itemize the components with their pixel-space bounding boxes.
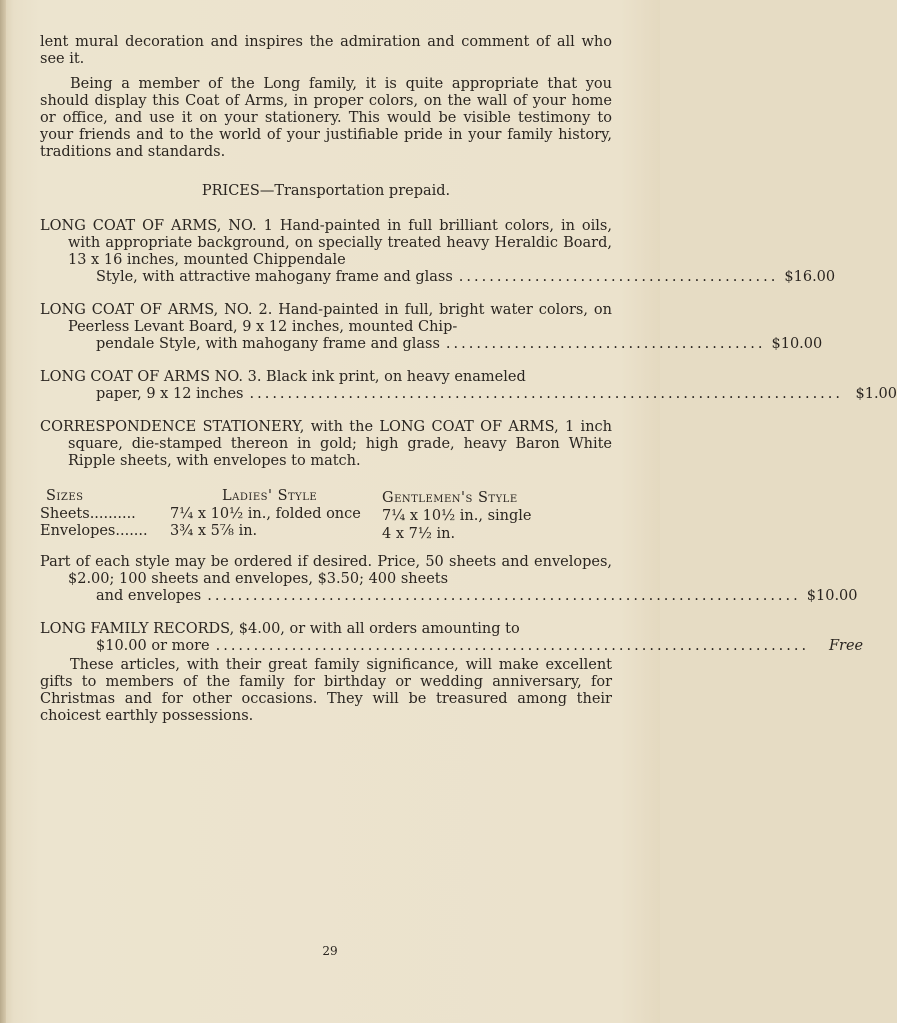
stationery-item [40, 419, 612, 470]
part-order-last-line: and envelopes [96, 588, 202, 604]
item-1-last-line: Style, with attractive mahogany frame and glass [96, 269, 453, 285]
item-3-last-line: paper, 9 x 12 inches [96, 386, 244, 402]
page-binding-edge [0, 0, 6, 1023]
part-order-item [40, 554, 858, 605]
item-1-price-line [68, 269, 836, 286]
records-description: LONG FAMILY RECORDS, $4.00, or with all orders amounting to [40, 621, 520, 637]
records-free-label: Free [828, 638, 864, 654]
item-2-description: LONG COAT OF ARMS, NO. 2. Hand-painted in full, bright water colors, on Peerless Levant Board, 9 x 12 inches, mounted Chip- [40, 302, 612, 335]
item-2-price-line [68, 336, 823, 353]
leader-dots: .......................................... [445, 336, 766, 352]
gentlemen-style-header: Gentlemen's Style [382, 490, 518, 506]
leader-dots: .............................................................................. [249, 386, 844, 402]
item-1-description: LONG COAT OF ARMS, NO. 1 Hand-painted in full brilliant colors, in oils, with appropriate background, on specially treated heavy Heraldic Board, 13 x 16 inches, mounted Chippendale [40, 218, 612, 268]
intro-continuation: lent mural decoration and inspires the admiration and comment of all who see it. [40, 34, 612, 67]
leader-dots: .......................................... [458, 269, 779, 285]
item-1-price: $16.00 [784, 269, 836, 285]
item-3-price-line [68, 386, 897, 403]
page-number: 29 [322, 944, 338, 958]
price-item-2 [40, 302, 823, 353]
closing-paragraph: These articles, with their great family significance, will make excellent gifts to members of the family for birthday or wedding anniversary, for Christmas and for other occasions. They will be treasured among their choicest earthly possessions. [40, 657, 612, 724]
records-last-line: $10.00 or more [96, 638, 210, 654]
part-order-price-line [68, 588, 858, 605]
intro-paragraph: Being a member of the Long family, it is quite appropriate that you should display this Coat of Arms, in proper colors, on the wall of your home or office, and use it on your stationery. This would be visible testimony to your friends and to the world of your justifiable pride in your family history, traditions and standards. [40, 76, 612, 160]
envelopes-label: Envelopes....... [40, 523, 148, 539]
sheets-ladies-size: 7¼ x 10½ in., folded once [170, 506, 361, 522]
records-item [40, 621, 864, 655]
ladies-style-header: Ladies' Style [222, 488, 318, 504]
item-3-price: $1.00 [855, 386, 897, 402]
part-order-price: $10.00 [806, 588, 858, 604]
price-item-3 [40, 369, 897, 403]
sheets-gentlemen-size: 7¼ x 10½ in., single [382, 508, 532, 524]
sizes-header: Sizes [46, 488, 84, 504]
prices-heading: PRICES—Transportation prepaid. [201, 183, 451, 199]
item-3-description: LONG COAT OF ARMS NO. 3. Black ink print, on heavy enameled [40, 369, 526, 385]
part-order-description: Part of each style may be ordered if desired. Price, 50 sheets and envelopes, $2.00; 100 sheets and envelopes, $3.50; 400 sheets [40, 554, 612, 587]
price-item-1 [40, 218, 836, 286]
sheets-label: Sheets.......... [40, 506, 136, 522]
records-price-line [68, 638, 864, 655]
leader-dots: .............................................................................. [207, 588, 801, 604]
item-2-last-line: pendale Style, with mahogany frame and glass [96, 336, 440, 352]
sizes-table [40, 476, 612, 540]
stationery-description: CORRESPONDENCE STATIONERY, with the LONG COAT OF ARMS, 1 inch square, die-stamped thereon in gold; high grade, heavy Baron White Ripple sheets, with envelopes to match. [40, 419, 612, 469]
envelopes-gentlemen-size: 4 x 7½ in. [382, 526, 456, 542]
document-body [40, 34, 897, 725]
item-2-price: $10.00 [771, 336, 823, 352]
envelopes-ladies-size: 3¾ x 5⅞ in. [170, 523, 258, 539]
leader-dots: .............................................................................. [215, 638, 810, 654]
